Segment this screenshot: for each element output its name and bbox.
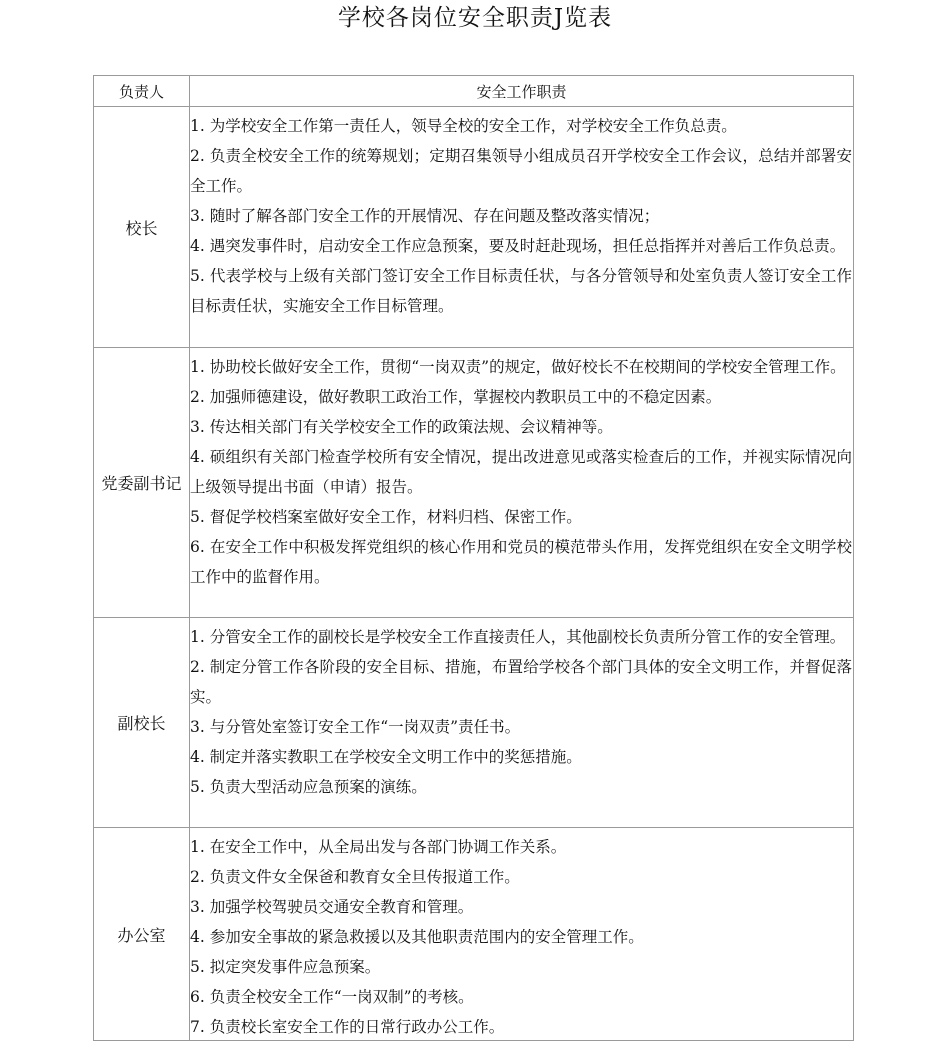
duty-item: 1. 协助校长做好安全工作，贯彻“一岗双责”的规定，做好校长不在校期间的学校安全管理工作。	[190, 358, 846, 376]
role-cell: 副校长	[94, 618, 190, 828]
duty-item: 2. 负责全校安全工作的统筹规划；定期召集领导小组成员召开学校安全工作会议，总结并部署安全工作。	[190, 147, 852, 195]
table-header-row	[94, 76, 854, 107]
duty-cell	[190, 107, 854, 348]
duty-item: 2. 制定分管工作各阶段的安全目标、措施，布置给学校各个部门具体的安全文明工作，并督促落实。	[190, 658, 852, 706]
duty-item: 5. 代表学校与上级有关部门签订安全工作目标责任状，与各分管领导和处室负责人签订安全工作目标责任状，实施安全工作目标管理。	[190, 267, 852, 315]
duty-item: 4. 参加安全事故的紧急救援以及其他职责范围内的安全管理工作。	[190, 928, 644, 946]
table-row	[94, 107, 854, 348]
duty-item: 3. 加强学校驾驶员交通安全教育和管理。	[190, 898, 474, 916]
duty-item: 3. 与分管处室签订安全工作“一岗双责”责任书。	[190, 718, 521, 736]
duty-item: 5. 拟定突发事件应急预案。	[190, 958, 381, 976]
duty-table	[93, 75, 854, 1041]
duty-item: 3. 传达相关部门有关学校安全工作的政策法规、会议精神等。	[190, 418, 613, 436]
role-cell: 校长	[94, 107, 190, 348]
table-row	[94, 828, 854, 1041]
duty-cell	[190, 618, 854, 828]
role-cell: 办公室	[94, 828, 190, 1041]
duty-cell	[190, 348, 854, 618]
duty-item: 1. 分管安全工作的副校长是学校安全工作直接责任人，其他副校长负责所分管工作的安全管理。	[190, 628, 846, 646]
duty-item: 3. 随时了解各部门安全工作的开展情况、存在问题及整改落实情况；	[190, 207, 660, 225]
duty-item: 5. 负责大型活动应急预案的演练。	[190, 778, 427, 796]
duty-item: 4. 遇突发事件时，启动安全工作应急预案，要及时赶赴现场，担任总指挥并对善后工作负总责。	[190, 237, 846, 255]
duty-item: 6. 在安全工作中积极发挥党组织的核心作用和党员的模范带头作用，发挥党组织在安全文明学校工作中的监督作用。	[190, 538, 852, 586]
header-duties: 安全工作职责	[190, 76, 854, 107]
duty-item: 5. 督促学校档案室做好安全工作，材料归档、保密工作。	[190, 508, 582, 526]
header-role: 负责人	[94, 76, 190, 107]
role-cell: 党委副书记	[94, 348, 190, 618]
table-row	[94, 348, 854, 618]
duty-item: 7. 负责校长室安全工作的日常行政办公工作。	[190, 1018, 505, 1036]
duty-item: 2. 加强师德建设，做好教职工政治工作，掌握校内教职员工中的不稳定因素。	[190, 388, 722, 406]
table-row	[94, 618, 854, 828]
document-title: 学校各岗位安全职责J览表	[337, 5, 613, 31]
duty-item: 4. 硕组织有关部门检查学校所有安全情况，提出改进意见或落实检查后的工作，并视实际情况向上级领导提出书面（申请）报告。	[190, 448, 852, 496]
duty-item: 1. 在安全工作中，从全局出发与各部门协调工作关系。	[190, 838, 567, 856]
duty-item: 4. 制定并落实教职工在学校安全文明工作中的奖惩措施。	[190, 748, 582, 766]
duty-item: 6. 负责全校安全工作“一岗双制”的考核。	[190, 988, 474, 1006]
duty-cell	[190, 828, 854, 1041]
duty-item: 1. 为学校安全工作第一责任人，领导全校的安全工作，对学校安全工作负总责。	[190, 117, 737, 135]
duty-item: 2. 负责文件女全保爸和教育女全旦传报道工作。	[190, 868, 520, 886]
